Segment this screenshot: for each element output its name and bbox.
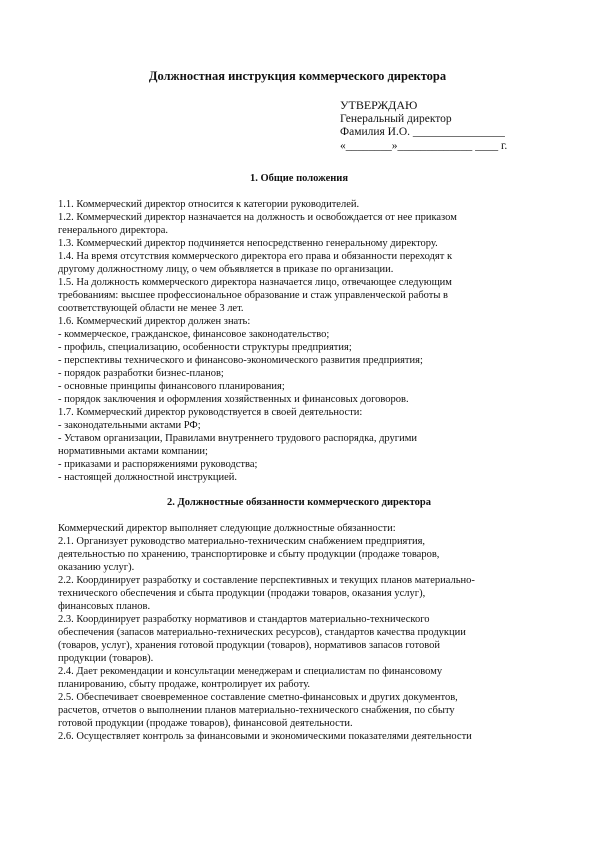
paragraph-line: - перспективы технического и финансово-экономического развития предприятия; — [58, 355, 423, 366]
paragraph-line: 1.5. На должность коммерческого директора назначается лицо, отвечающее следующим — [58, 277, 452, 288]
approval-block — [340, 99, 570, 153]
paragraph-line: деятельностью по хранению, транспортировке и сбыту продукции (продаже товаров, — [58, 549, 440, 560]
paragraph-line: 1.6. Коммерческий директор должен знать: — [58, 316, 251, 327]
paragraph-line: другому должностному лицу, о чем объявляется в приказе по организации. — [58, 264, 394, 275]
paragraph-line: - приказами и распоряжениями руководства; — [58, 459, 258, 470]
paragraph-line: 2.6. Осуществляет контроль за финансовыми и экономическими показателями деятельности — [58, 731, 472, 742]
paragraph-line: - профиль, специализацию, особенности структуры предприятия; — [58, 342, 352, 353]
paragraph-line: 1.1. Коммерческий директор относится к категории руководителей. — [58, 199, 360, 210]
paragraph-line: технического обеспечения и сбыта продукции (продажи товаров, оказания услуг), — [58, 588, 426, 599]
paragraph-line: - Уставом организации, Правилами внутреннего трудового распорядка, другими — [58, 433, 417, 444]
document-title: Должностная инструкция коммерческого директора — [148, 69, 447, 83]
paragraph-line: оказанию услуг). — [58, 562, 135, 573]
paragraph-line: 2.5. Обеспечивает своевременное составление сметно-финансовых и других документов, — [58, 692, 458, 703]
paragraph-line: (товаров, услуг), хранения готовой продукции (товаров), нормативов запасов готовой — [58, 640, 440, 651]
paragraph-line: - коммерческое, гражданское, финансовое законодательство; — [58, 329, 330, 340]
approval-position: Генеральный директор — [340, 112, 452, 125]
paragraph-line: соответствующей области не менее 3 лет. — [58, 303, 244, 314]
section-heading: 2. Должностные обязанности коммерческого директора — [167, 497, 431, 508]
paragraph-line: 2.1. Организует руководство материально-техническим снабжением предприятия, — [58, 536, 426, 547]
paragraph-line: - порядок заключения и оформления хозяйственных и финансовых договоров. — [58, 394, 409, 405]
paragraph-line: Коммерческий директор выполняет следующие должностные обязанности: — [58, 523, 396, 534]
paragraph-line: финансовых планов. — [58, 601, 151, 612]
document-body — [58, 172, 540, 743]
paragraph-line: 2.3. Координирует разработку нормативов и стандартов материально-технического — [58, 614, 430, 625]
paragraph-line: - законодательными актами РФ; — [58, 420, 201, 431]
paragraph-line: 2.2. Координирует разработку и составление перспективных и текущих планов материально- — [58, 575, 475, 586]
approval-date-line: «________»_____________ ____ г. — [340, 139, 508, 152]
approval-heading: УТВЕРЖДАЮ — [340, 98, 418, 112]
paragraph-line: 2.4. Дает рекомендации и консультации менеджерам и специалистам по финансовому — [58, 666, 443, 677]
paragraph-line: - основные принципы финансового планирования; — [58, 381, 285, 392]
paragraph-line: расчетов, отчетов о выполнении планов материально-технического снабжения, по сбыту — [58, 705, 455, 716]
paragraph-line: 1.4. На время отсутствия коммерческого директора его права и обязанности переходят к — [58, 251, 453, 262]
approval-name-line: Фамилия И.О. ________________ — [340, 126, 505, 138]
paragraph-line: 1.3. Коммерческий директор подчиняется непосредственно генеральному директору. — [58, 238, 438, 249]
paragraph-line: - порядок разработки бизнес-планов; — [58, 368, 224, 379]
paragraph-line: нормативными актами компании; — [58, 446, 208, 457]
paragraph-line: 1.7. Коммерческий директор руководствуется в своей деятельности: — [58, 407, 363, 418]
section-duties — [58, 522, 540, 743]
paragraph-line: требованиям: высшее профессиональное образование и стаж управленческой работы в — [58, 290, 449, 301]
paragraph-line: обеспечения (запасов материально-технических ресурсов), стандартов качества продукции — [58, 627, 466, 638]
paragraph-line: продукции (товаров). — [58, 653, 154, 664]
paragraph-line: планированию, сбыту продаже, контролирует их работу. — [58, 679, 311, 690]
paragraph-line: готовой продукции (продаже товаров), финансовой деятельности. — [58, 718, 353, 729]
section-general — [58, 198, 540, 484]
paragraph-line: - настоящей должностной инструкцией. — [58, 472, 238, 483]
section-heading: 1. Общие положения — [249, 173, 349, 184]
paragraph-line: генерального директора. — [58, 225, 168, 236]
paragraph-line: 1.2. Коммерческий директор назначается на должность и освобождается от нее приказом — [58, 212, 457, 223]
